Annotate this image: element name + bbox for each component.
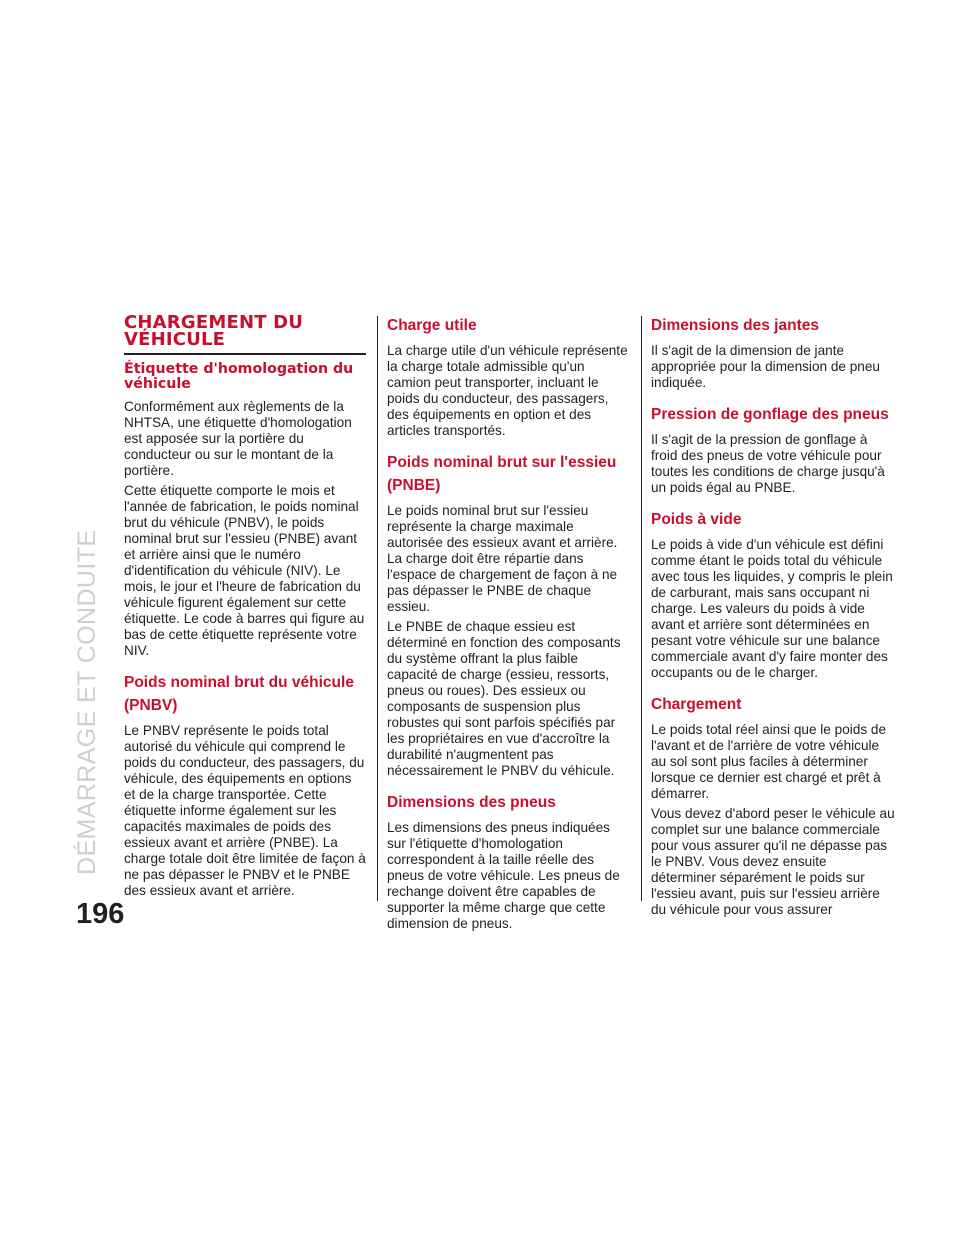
paragraph: Cette étiquette comporte le mois et l'année de fabrication, le poids nominal brut du véhicule (PNBV), le poids nominal brut sur l'essieu (PNBE) avant et arrière ainsi que le numéro d'identification du véhicule (NIV). Le mois, le jour et l'heure de fabrication du véhicule figurent également sur cette étiquette. Le code à barres qui figure au bas de cette étiquette représente votre NIV. — [124, 483, 365, 658]
section-heading: Poids nominal brut du véhicule (PNBV) — [124, 674, 354, 714]
paragraph: Les dimensions des pneus indiquées sur l'étiquette d'homologation correspondent à la taille réelle des pneus de votre véhicule. Les pneus de rechange doivent être capables de supporter la même charge que cette dimension de pneus. — [387, 820, 620, 931]
page-number: 196 — [76, 898, 125, 930]
section-heading: Dimensions des jantes — [651, 317, 819, 334]
section-subtitle: Étiquette d'homologation du véhicule — [124, 361, 354, 392]
column-2 — [387, 314, 631, 936]
section-main-title: CHARGEMENT DU VÉHICULE — [124, 314, 366, 355]
paragraph: La charge utile d'un véhicule représente la charge totale admissible qu'un camion peut transporter, incluant le poids du conducteur, des passagers, des équipements en option et des articles transportés. — [387, 343, 628, 438]
section-heading: Pression de gonflage des pneus — [651, 406, 889, 423]
paragraph: Vous devez d'abord peser le véhicule au complet sur une balance commerciale pour vous assurer qu'il ne dépasse pas le PNBV. Vous devez ensuite déterminer séparément le poids sur l'essieu avant, puis sur l'essieu arrière du véhicule pour vous assurer — [651, 806, 895, 917]
column-divider — [377, 316, 378, 901]
paragraph: Le PNBV représente le poids total autorisé du véhicule qui comprend le poids du conducteur, des passagers, du véhicule, des équipements en options et de la charge transportée. Cette étiquette informe également sur les capacités maximales de poids des essieux avant et arrière (PNBE). La charge totale doit être limitée de façon à ne pas dépasser le PNBV et le PNBE des essieux avant et arrière. — [124, 723, 366, 898]
paragraph: Le PNBE de chaque essieu est déterminé en fonction des composants du système offrant la plus faible capacité de charge (essieu, ressorts, pneus ou roues). Des essieux ou composants de suspension plus robustes qui sont parfois spécifiés par les propriétaires en vue d'accroître la durabilité n'augmentent pas nécessairement le PNBV du véhicule. — [387, 619, 621, 778]
chapter-title: DÉMARRAGE ET CONDUITE — [73, 529, 101, 875]
section-heading: Dimensions des pneus — [387, 794, 556, 811]
chapter-side-tab — [70, 315, 104, 875]
section-heading: Charge utile — [387, 317, 477, 334]
section-heading: Poids à vide — [651, 511, 742, 528]
section-heading: Poids nominal brut sur l'essieu (PNBE) — [387, 454, 617, 494]
column-1 — [124, 314, 366, 903]
paragraph: Conformément aux règlements de la NHTSA, une étiquette d'homologation est apposée sur la portière du conducteur ou sur le montant de la portière. — [124, 399, 352, 478]
paragraph: Il s'agit de la dimension de jante appropriée pour la dimension de pneu indiquée. — [651, 343, 880, 390]
section-heading: Chargement — [651, 696, 742, 713]
column-divider — [641, 316, 642, 901]
paragraph: Le poids à vide d'un véhicule est défini comme étant le poids total du véhicule avec tous les liquides, y compris le plein de carburant, mais sans occupant ni charge. Les valeurs du poids à vide avant et arrière sont déterminées en pesant votre véhicule sur une balance commerciale avant d'y faire monter des occupants ou de le charger. — [651, 537, 893, 680]
paragraph: Il s'agit de la pression de gonflage à froid des pneus de votre véhicule pour toutes les conditions de charge jusqu'à un poids égal au PNBE. — [651, 432, 885, 495]
column-3 — [651, 314, 895, 922]
paragraph: Le poids total réel ainsi que le poids de l'avant et de l'arrière de votre véhicule au sol sont plus faciles à déterminer lorsque ce dernier est chargé et prêt à démarrer. — [651, 722, 887, 801]
paragraph: Le poids nominal brut sur l'essieu représente la charge maximale autorisée des essieux avant et arrière. La charge doit être répartie dans l'espace de chargement de façon à ne pas dépasser le PNBE de chaque essieu. — [387, 503, 618, 614]
